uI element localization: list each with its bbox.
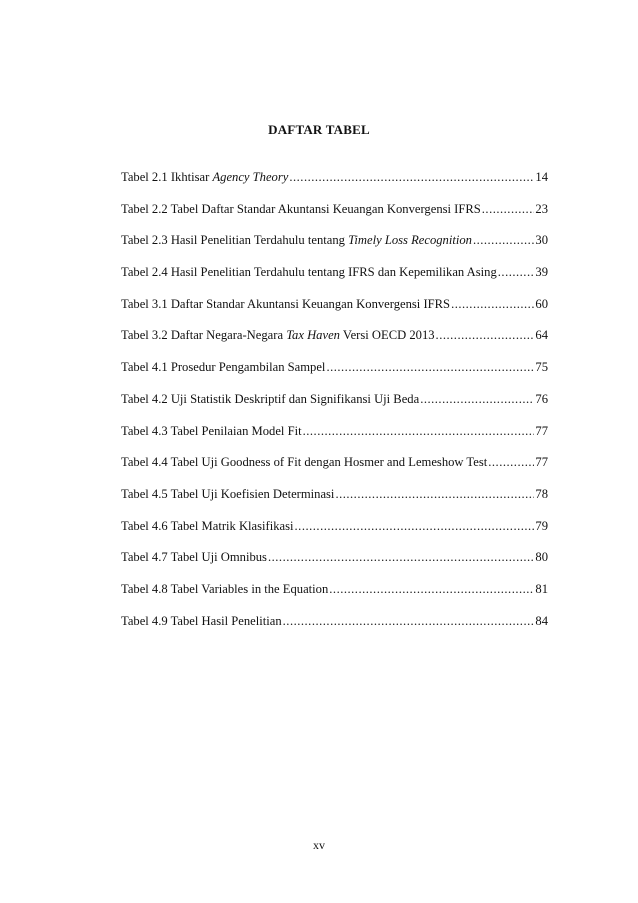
table-list (121, 170, 548, 645)
title-prefix: Tabel 4.7 Tabel Uji Omnibus (121, 550, 267, 565)
page-title: DAFTAR TABEL (268, 122, 370, 137)
dot-leader (335, 487, 534, 502)
table-entry (121, 265, 548, 297)
table-entry-title (121, 455, 487, 470)
dot-leader (420, 392, 534, 407)
table-entry-title (121, 328, 435, 343)
table-entry (121, 455, 548, 487)
table-entry-title (121, 202, 481, 217)
table-entry-page: 60 (535, 296, 548, 311)
title-italic: Agency Theory (212, 170, 289, 184)
title-prefix: Tabel 4.5 Tabel Uji Koefisien Determinasi (121, 486, 335, 501)
table-entry (121, 233, 548, 265)
dot-leader (329, 582, 534, 597)
table-entry-title (121, 170, 288, 185)
title-prefix: Tabel 4.9 Tabel Hasil Penelitian (121, 613, 282, 628)
title-italic: Timely Loss Recognition (348, 233, 472, 248)
table-entry-page: 80 (535, 550, 548, 565)
title-prefix: Tabel 4.8 Tabel Variables in the Equation (121, 581, 329, 596)
table-entry-page: 77 (535, 455, 548, 470)
dot-leader (289, 170, 534, 185)
title-prefix: Tabel 3.2 Daftar Negara-Negara (121, 328, 287, 343)
table-entry-page: 14 (535, 170, 548, 184)
table-entry-title (121, 614, 282, 629)
table-entry-title (121, 487, 334, 502)
table-entry-title (121, 265, 497, 280)
table-entry (121, 328, 548, 360)
table-entry-title (121, 550, 267, 565)
dot-leader (295, 519, 535, 534)
table-entry-page: 39 (535, 265, 548, 280)
table-entry-page: 76 (535, 391, 548, 406)
dot-leader (283, 614, 535, 629)
dot-leader (482, 202, 535, 217)
table-entry (121, 550, 548, 582)
title-prefix: Tabel 4.4 Tabel Uji Goodness of Fit dengan Hosmer and Lemeshow Test (121, 455, 488, 470)
table-entry (121, 519, 548, 551)
table-entry-page: 64 (535, 328, 548, 343)
table-entry (121, 487, 548, 519)
table-entry (121, 582, 548, 614)
table-entry (121, 170, 548, 202)
dot-leader (488, 455, 534, 470)
dot-leader (451, 297, 534, 312)
title-prefix: Tabel 2.1 Ikhtisar (121, 170, 213, 184)
dot-leader (303, 424, 535, 439)
title-prefix: Tabel 2.4 Hasil Penelitian Terdahulu tentang IFRS dan Kepemilikan Asing (121, 265, 497, 280)
table-entry-title (121, 233, 472, 248)
table-entry (121, 392, 548, 424)
table-entry-page: 23 (535, 201, 548, 216)
table-entry (121, 614, 548, 646)
page-number: xv (313, 838, 325, 852)
dot-leader (473, 233, 534, 248)
title-prefix: Tabel 2.3 Hasil Penelitian Terdahulu tentang (121, 233, 349, 248)
title-italic: Tax Haven (286, 328, 340, 343)
title-prefix: Tabel 4.1 Prosedur Pengambilan Sampel (121, 360, 326, 375)
dot-leader (268, 550, 534, 565)
table-entry-page: 81 (535, 581, 548, 596)
table-entry (121, 202, 548, 234)
table-entry-title (121, 392, 419, 407)
title-prefix: Tabel 3.1 Daftar Standar Akuntansi Keuangan Konvergensi IFRS (121, 296, 451, 311)
table-entry-page: 75 (535, 360, 548, 375)
table-entry-page: 77 (535, 423, 548, 438)
title-prefix: Tabel 4.2 Uji Statistik Deskriptif dan Signifikansi Uji Beda (121, 391, 420, 406)
title-prefix: Tabel 4.3 Tabel Penilaian Model Fit (121, 423, 302, 438)
table-entry (121, 360, 548, 392)
table-entry-page: 30 (535, 233, 548, 248)
dot-leader (498, 265, 535, 280)
table-entry-title (121, 360, 325, 375)
table-entry (121, 297, 548, 329)
table-entry-title (121, 297, 450, 312)
table-entry-page: 79 (535, 518, 548, 533)
table-entry-title (121, 519, 294, 534)
table-entry (121, 424, 548, 456)
dot-leader (436, 328, 535, 343)
table-entry-page: 78 (535, 486, 548, 501)
table-entry-title (121, 582, 328, 597)
table-entry-page: 84 (535, 613, 548, 628)
title-suffix: Versi OECD 2013 (339, 328, 435, 343)
title-prefix: Tabel 2.2 Tabel Daftar Standar Akuntansi Keuangan Konvergensi IFRS (121, 201, 481, 216)
title-prefix: Tabel 4.6 Tabel Matrik Klasifikasi (121, 518, 294, 533)
dot-leader (326, 360, 534, 375)
table-entry-title (121, 424, 302, 439)
